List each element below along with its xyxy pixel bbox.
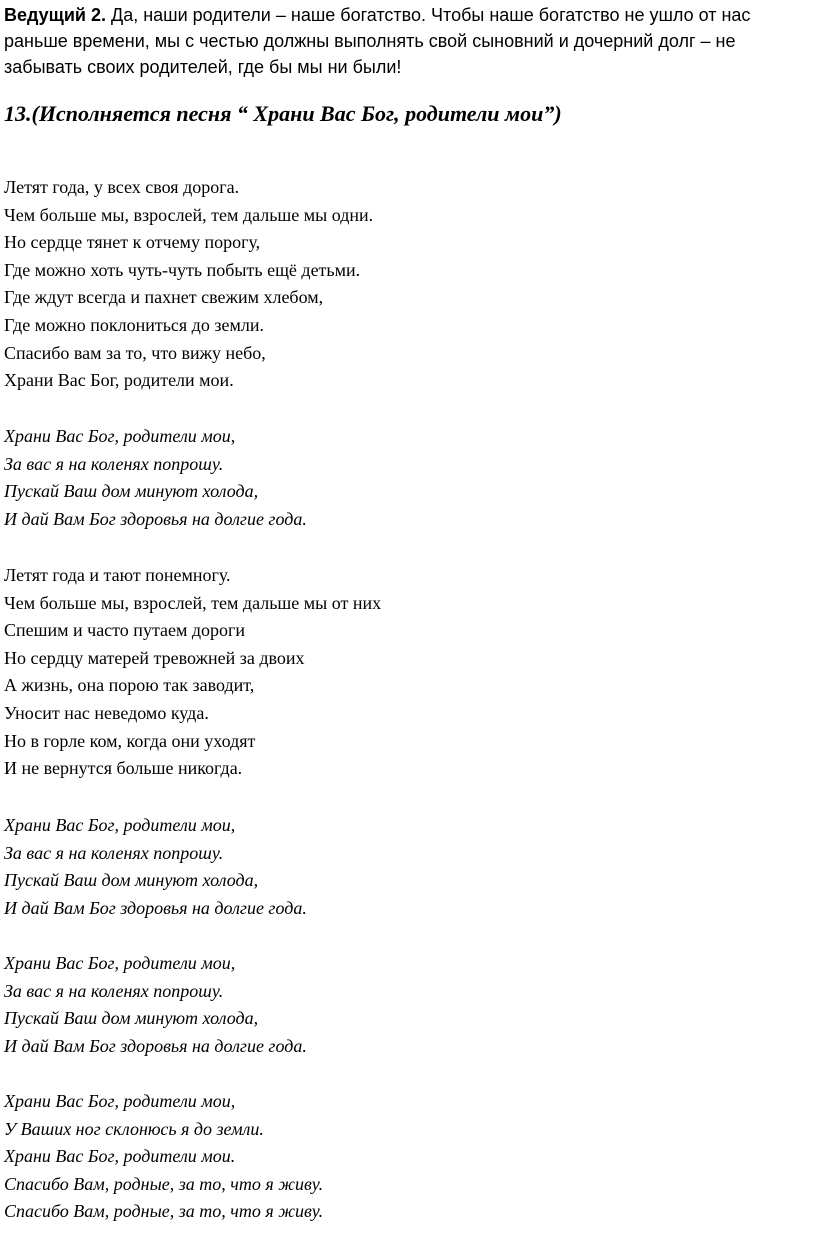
lyric-line: Храни Вас Бог, родители мои, — [4, 815, 236, 835]
intro-line-2: раньше времени, мы с честью должны выполнять свой сыновний и дочерний долг – не — [4, 31, 736, 51]
lyric-line: Храни Вас Бог, родители мои. — [4, 1146, 236, 1167]
lyric-line: И дай Вам Бог здоровья на долгие года. — [4, 1035, 307, 1056]
intro-line-1: Да, наши родители – наше богатство. Чтобы наше богатство не ушло от нас — [111, 5, 751, 25]
lyric-line: За вас я на коленях попрошу. — [4, 842, 224, 863]
lyric-line: И дай Вам Бог здоровья на долгие года. — [4, 897, 307, 918]
lyric-line: Спасибо Вам, родные, за то, что я живу. — [4, 1173, 324, 1194]
stanza-chorus-3 — [4, 950, 307, 1060]
lyric-line: Храни Вас Бог, родители мои, — [4, 1091, 236, 1111]
stanza-verse-1 — [4, 174, 373, 395]
lyric-line: Где можно поклониться до земли. — [4, 314, 264, 335]
lyric-line: Чем больше мы, взрослей, тем дальше мы одни. — [4, 204, 374, 225]
lyric-line: Пускай Ваш дом минуют холода, — [4, 481, 259, 502]
document-page — [4, 0, 812, 1222]
song-heading: 13.(Исполняется песня “ Храни Вас Бог, родители мои”) — [4, 101, 562, 126]
intro-paragraph — [4, 0, 812, 80]
lyric-line: А жизнь, она порою так заводит, — [4, 675, 255, 696]
lyric-line: Храни Вас Бог, родители мои. — [4, 370, 234, 391]
lyric-line: У Ваших ног склонюсь я до земли. — [4, 1118, 264, 1139]
stanza-chorus-2 — [4, 812, 307, 922]
lyric-line: За вас я на коленях попрошу. — [4, 980, 224, 1001]
lyric-line: Уносит нас неведомо куда. — [4, 702, 209, 723]
lyric-line: Чем больше мы, взрослей, тем дальше мы от них — [4, 592, 382, 613]
lyric-line: Пускай Ваш дом минуют холода, — [4, 870, 259, 891]
lyric-line: Храни Вас Бог, родители мои, — [4, 953, 236, 973]
lyric-line: Где ждут всегда и пахнет свежим хлебом, — [4, 287, 324, 308]
lyric-line: Летят года и тают понемногу. — [4, 565, 231, 585]
lyric-line: Спасибо Вам, родные, за то, что я живу. — [4, 1201, 324, 1222]
speaker-label: Ведущий 2. — [4, 5, 106, 25]
lyric-line: Храни Вас Бог, родители мои, — [4, 426, 236, 446]
lyric-line: За вас я на коленях попрошу. — [4, 453, 224, 474]
intro-line-3: забывать своих родителей, где бы мы ни были! — [4, 57, 402, 77]
lyric-line: Но в горле ком, когда они уходят — [4, 730, 256, 751]
lyric-line: Но сердце тянет к отчему порогу, — [4, 232, 261, 253]
lyric-line: Пускай Ваш дом минуют холода, — [4, 1008, 259, 1029]
stanza-chorus-1 — [4, 423, 307, 533]
lyric-line: Спешим и часто путаем дороги — [4, 620, 246, 641]
lyric-line: Спасибо вам за то, что вижу небо, — [4, 342, 266, 363]
lyric-line: Где можно хоть чуть-чуть побыть ещё детьми. — [4, 259, 361, 280]
lyric-line: Но сердцу матерей тревожней за двоих — [4, 647, 305, 668]
stanza-chorus-4 — [4, 1088, 323, 1226]
stanza-verse-2 — [4, 562, 381, 783]
lyric-line: Летят года, у всех своя дорога. — [4, 177, 240, 197]
lyric-line: И дай Вам Бог здоровья на долгие года. — [4, 508, 307, 529]
lyric-line: И не вернутся больше никогда. — [4, 758, 243, 779]
